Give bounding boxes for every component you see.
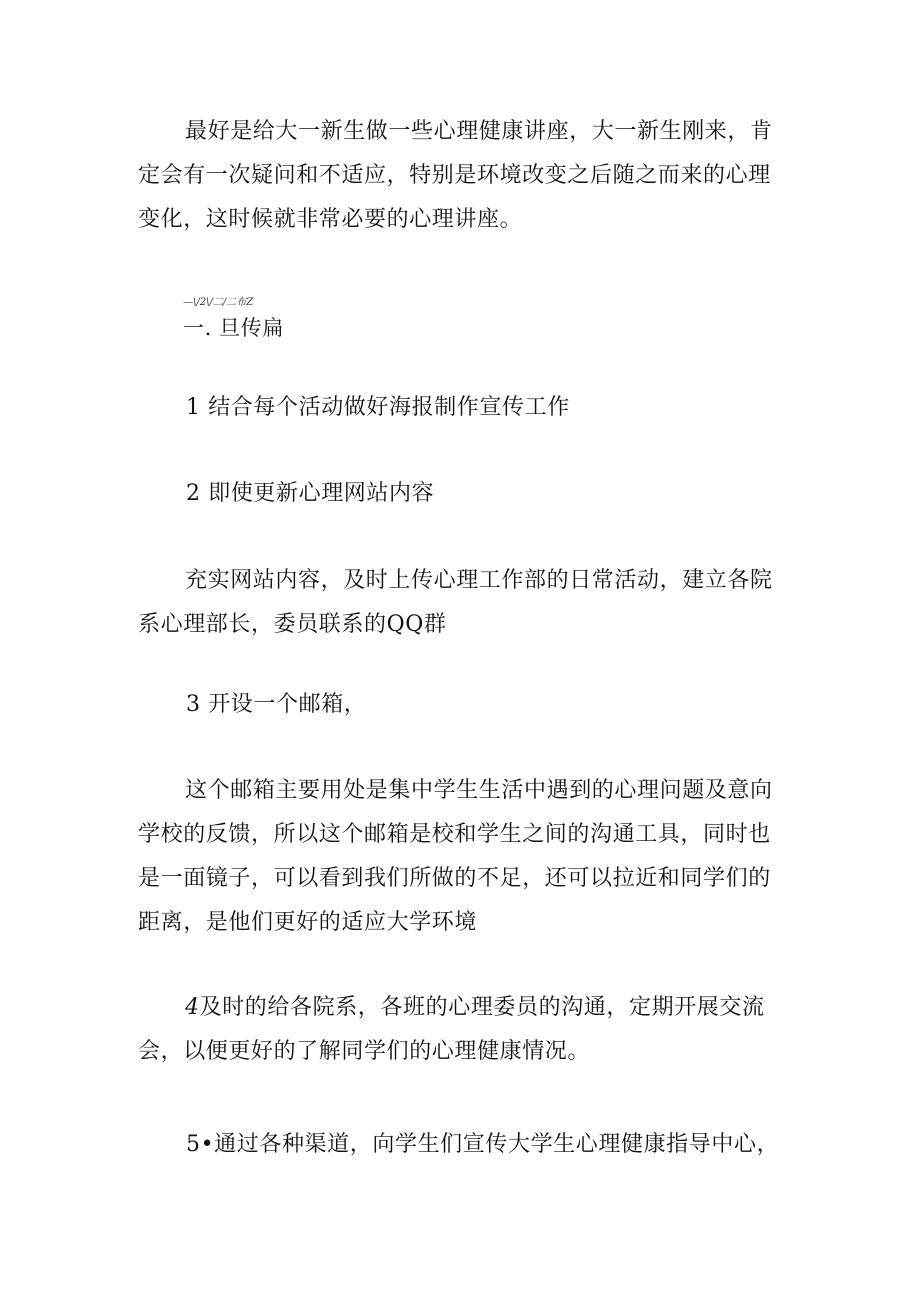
section-heading: 一. 旦传扁 xyxy=(183,316,284,340)
paragraph-communication xyxy=(138,986,788,1074)
garbled-text-line: —\/2\/二/二布Z xyxy=(183,297,254,308)
paragraph-communication-text: 及时的给各院系，各班的心理委员的沟通，定期开展交流会，以便更好的了解同学们的心理健康情况。 xyxy=(138,995,765,1064)
list-item-website: 2 即使更新心理网站内容 xyxy=(186,481,435,506)
list-item-mailbox: 3 开设一个邮箱， xyxy=(186,692,367,717)
paragraph-mailbox-usage: 这个邮箱主要用处是集中学生生活中遇到的心理问题及意向学校的反馈，所以这个邮箱是校和学生之间的沟通工具，同时也是一面镜子，可以看到我们所做的不足，还可以拉近和同学们的距离，是他们更好的适应大学环境 xyxy=(138,778,773,935)
paragraph-number: 4 xyxy=(185,995,200,1020)
paragraph-lecture: 最好是给大一新生做一些心理健康讲座，大一新生刚来，肯定会有一次疑问和不适应，特别是环境改变之后随之而来的心理变化，这时候就非常必要的心理讲座。 xyxy=(138,119,773,232)
list-item-poster: 1 结合每个活动做好海报制作宣传工作 xyxy=(186,395,570,420)
paragraph-promotion: 5•通过各种渠道，向学生们宣传大学生心理健康指导中心， xyxy=(186,1132,780,1157)
paragraph-website-content: 充实网站内容，及时上传心理工作部的日常活动，建立各院系心理部长，委员联系的QQ群 xyxy=(138,568,773,637)
